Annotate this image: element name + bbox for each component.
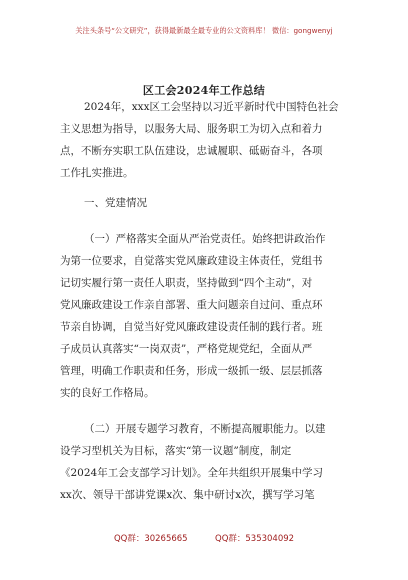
paragraph-2 xyxy=(60,418,350,506)
text-line: 实的良好工作格局。 xyxy=(60,387,155,399)
text-line: 管理，明确工作职责和任务，形成一级抓一级、层层抓落 xyxy=(60,365,323,377)
text-line: 子成员认真落实“一岗双责”，严格党规党纪，全面从严 xyxy=(60,343,313,355)
text-line: 点，不断夯实职工队伍建设，忠诚履职、砥砺奋斗，各项 xyxy=(60,145,323,157)
text-line: （二）开展专题学习教育，不断提高履职能力。以建 xyxy=(84,423,326,435)
section-heading xyxy=(60,192,350,214)
footer-contact xyxy=(0,532,408,544)
text-line: 为第一位要求，自觉落实党风廉政建设主体责任，党组书 xyxy=(60,255,323,267)
text-line: 主义思想为指导，以服务大局、服务职工为切入点和着力 xyxy=(60,123,323,135)
header-banner: 关注头条号“公文研究”，获得最新最全最专业的公文资料库！ 微信：gongwenyj xyxy=(75,26,333,35)
text-line: 党风廉政建设工作亲自部署、重大问题亲自过问、重点环 xyxy=(60,299,323,311)
text-line: 节亲自协调，自觉当好党风廉政建设责任制的践行者。班 xyxy=(60,321,323,333)
text-line: 记切实履行第一责任人职责，坚持做到“四个主动”，对 xyxy=(60,277,313,289)
text-line: （一）严格落实全面从严治党责任。始终把讲政治作 xyxy=(84,233,326,245)
document-title: 区工会2024年工作总结 xyxy=(142,84,266,97)
intro-paragraph xyxy=(60,96,350,184)
text-line: 工作扎实推进。 xyxy=(60,167,134,179)
footer-qq-1: QQ群：30265665 xyxy=(113,534,188,544)
text-line: 2024年，xxx区工会坚持以习近平新时代中国特色社会 xyxy=(84,101,339,113)
paragraph-1 xyxy=(60,228,350,404)
text-line: 《2024年工会支部学习计划》。全年共组织开展集中学习 xyxy=(60,467,323,479)
footer-qq-2: QQ群：535304092 xyxy=(215,534,295,544)
section-heading-text: 一、党建情况 xyxy=(84,197,147,209)
text-line: 设学习型机关为目标，落实“第一议题”制度，制定 xyxy=(60,445,292,457)
text-line: xx次、领导干部讲党课x次、集中研讨x次，撰写学习笔 xyxy=(60,489,315,501)
